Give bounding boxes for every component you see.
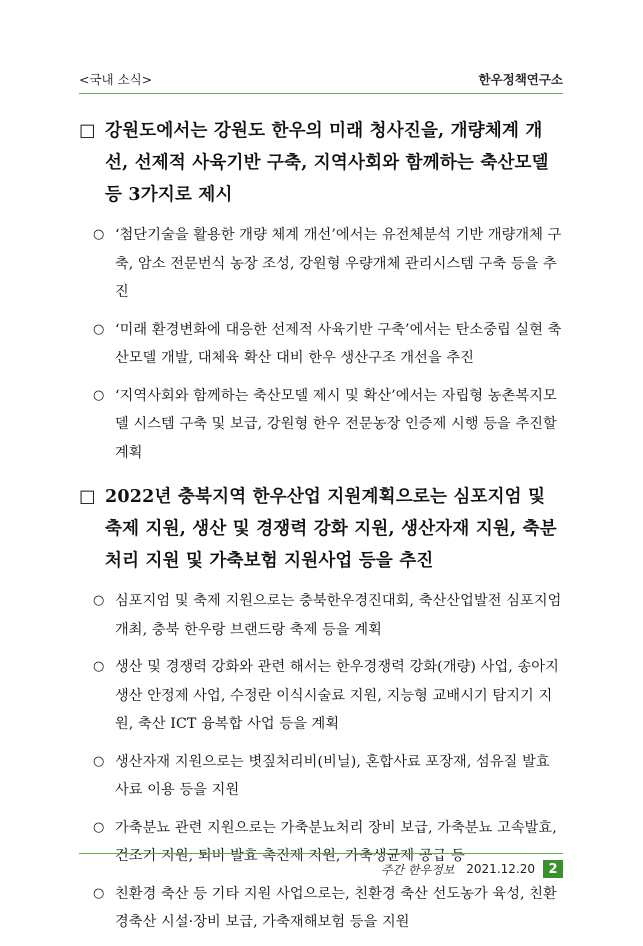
circle-bullet-icon: ○ bbox=[93, 593, 105, 608]
section-heading bbox=[79, 115, 563, 211]
header-category: <국내 소식> bbox=[79, 72, 153, 87]
circle-bullet-icon: ○ bbox=[93, 819, 105, 835]
list-item-text: 친환경 축산 등 기타 지원 사업으로는, 친환경 축산 선도농가 육성, 친환경축산 시설·장비 보급, 가축재해보험 등을 지원 bbox=[115, 885, 557, 930]
list-item bbox=[79, 382, 563, 468]
list-item-text: 심포지엄 및 축제 지원으로는 충북한우경진대회, 축산산업발전 심포지엄 개최, 충북 한우랑 브랜드랑 축제 등을 계획 bbox=[115, 593, 562, 638]
list-item bbox=[79, 316, 563, 373]
footer-date: 2021.12.20 bbox=[466, 862, 535, 876]
list-item-text: ‘첨단기술을 활용한 개량 체계 개선’에서는 유전체분석 기반 개량개체 구축, 암소 전문번식 농장 조성, 강원형 우량개체 관리시스템 구축 등을 추진 bbox=[115, 227, 562, 300]
list-item bbox=[79, 221, 563, 307]
circle-bullet-icon: ○ bbox=[93, 321, 105, 337]
circle-bullet-icon: ○ bbox=[93, 659, 105, 674]
square-bullet-icon: □ bbox=[79, 487, 96, 507]
circle-bullet-icon: ○ bbox=[93, 753, 105, 769]
footer-divider bbox=[79, 853, 563, 854]
circle-bullet-icon: ○ bbox=[93, 387, 105, 403]
header-divider bbox=[79, 93, 563, 94]
circle-bullet-icon: ○ bbox=[93, 885, 105, 901]
list-item-text: 생산자재 지원으로는 볏짚처리비(비닐), 혼합사료 포장재, 섬유질 발효사료 이용 등을 지원 bbox=[115, 753, 550, 798]
square-bullet-icon: □ bbox=[79, 121, 96, 141]
list-item-text: 가축분뇨 관련 지원으로는 가축분뇨처리 장비 보급, 가축분뇨 고속발효, 건조기 지원, 퇴비 발효 촉진제 지원, 가축생균제 공급 등 bbox=[115, 819, 557, 864]
list-item-text: ‘지역사회와 함께하는 축산모델 제시 및 확산’에서는 자립형 농촌복지모델 시스템 구축 및 보급, 강원형 한우 전문농장 인증제 시행 등을 추진할 계획 bbox=[115, 387, 557, 461]
header-organization: 한우정책연구소 bbox=[478, 72, 563, 87]
section-heading bbox=[79, 481, 563, 577]
list-item-text: 생산 및 경쟁력 강화와 관련 해서는 한우경쟁력 강화(개량) 사업, 송아지생산 안정제 사업, 수정란 이식시술료 지원, 지능형 교배시기 탐지기 지원, 축산 ICT 융복합 사업 등을 계획 bbox=[115, 659, 559, 732]
document-body bbox=[79, 115, 563, 946]
page-header bbox=[79, 70, 563, 92]
list-item-text: ‘미래 환경변화에 대응한 선제적 사육기반 구축’에서는 탄소중립 실현 축산모델 개발, 대체육 확산 대비 한우 생산구조 개선을 추진 bbox=[115, 321, 562, 366]
section-title: 2022년 충북지역 한우산업 지원계획으로는 심포지엄 및 축제 지원, 생산 및 경쟁력 강화 지원, 생산자재 지원, 축분처리 지원 및 가축보험 지원사업 등을 추진 bbox=[105, 487, 557, 571]
page-number-badge: 2 bbox=[543, 860, 563, 878]
page-footer bbox=[381, 859, 563, 879]
list-item bbox=[79, 653, 563, 739]
list-item bbox=[79, 587, 563, 644]
list-item bbox=[79, 880, 563, 937]
list-item bbox=[79, 748, 563, 805]
section-title: 강원도에서는 강원도 한우의 미래 청사진을, 개량체계 개선, 선제적 사육기반 구축, 지역사회와 함께하는 축산모델 등 3가지로 제시 bbox=[105, 121, 549, 205]
circle-bullet-icon: ○ bbox=[93, 227, 105, 242]
footer-publication: 주간 한우정보 bbox=[380, 862, 455, 877]
